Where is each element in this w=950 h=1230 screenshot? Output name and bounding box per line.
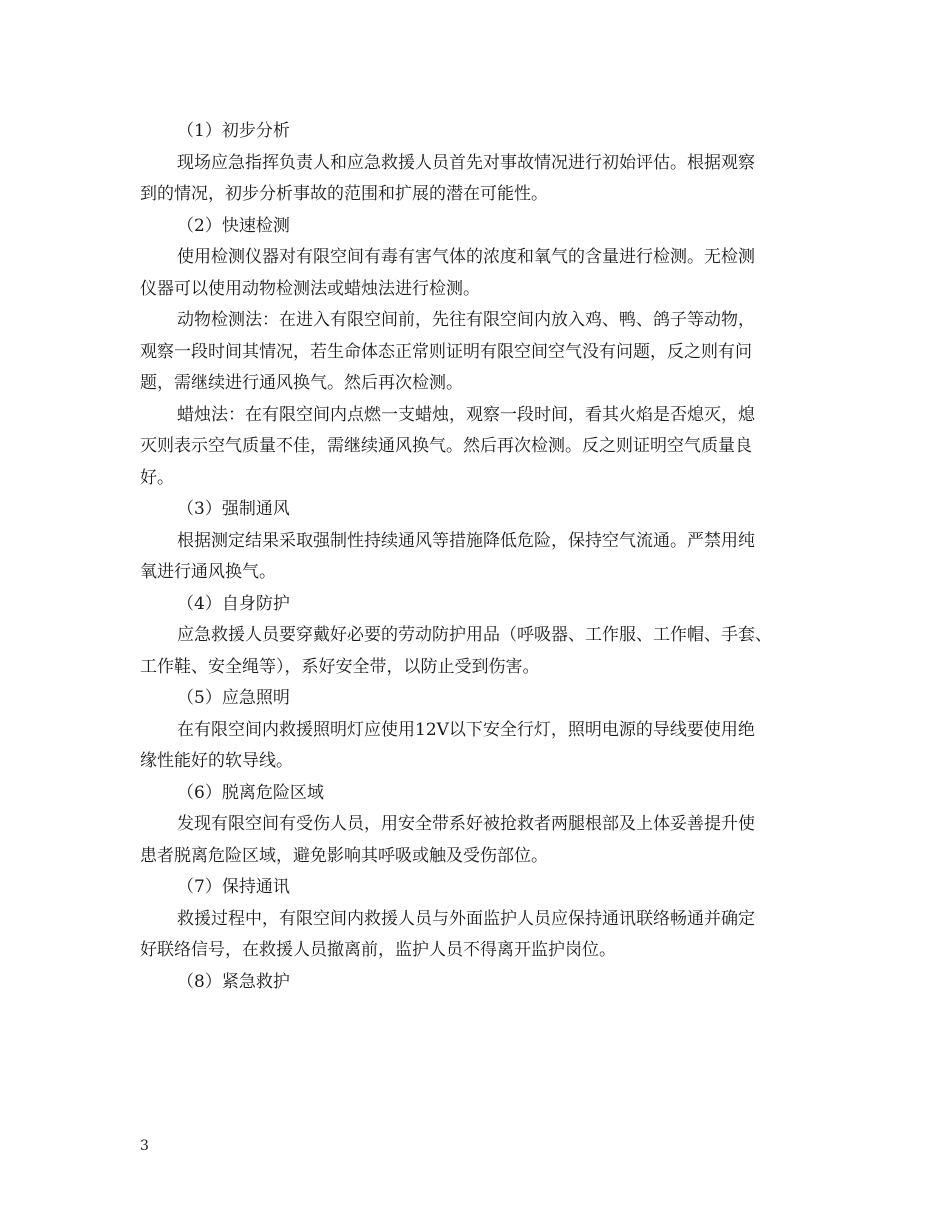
paragraph-line: 灭则表示空气质量不佳，需继续通风换气。然后再次检测。反之则证明空气质量良 bbox=[140, 436, 752, 456]
section-heading: （1）初步分析 bbox=[177, 121, 290, 141]
section-heading: （4）自身防护 bbox=[177, 593, 290, 614]
section-heading: （7）保持通讯 bbox=[177, 877, 290, 897]
paragraph-line: 题，需继续进行通风换气。然后再次检测。 bbox=[140, 373, 463, 393]
section-heading: （6）脱离危险区域 bbox=[177, 782, 324, 803]
paragraph-line: 发现有限空间有受伤人员，用安全带系好被抢救者两腿根部及上体妥善提升使 bbox=[177, 814, 755, 834]
paragraph-line: 到的情况，初步分析事故的范围和扩展的潜在可能性。 bbox=[140, 184, 548, 204]
paragraph-line: 在有限空间内救援照明灯应使用12V以下安全行灯，照明电源的导线要使用绝 bbox=[177, 719, 755, 740]
section-heading: （2）快速检测 bbox=[177, 215, 290, 236]
section-heading: （8）紧急救护 bbox=[177, 971, 290, 992]
paragraph-line: 氧进行通风换气。 bbox=[140, 562, 276, 582]
paragraph-line: 观察一段时间其情况，若生命体态正常则证明有限空间空气没有问题，反之则有问 bbox=[140, 341, 752, 362]
paragraph-line: 好。 bbox=[140, 467, 174, 488]
paragraph-line: 根据测定结果采取强制性持续通风等措施降低危险，保持空气流通。严禁用纯 bbox=[177, 530, 755, 551]
section-heading: （3）强制通风 bbox=[177, 499, 290, 519]
document-body bbox=[140, 116, 820, 998]
paragraph-line: 应急救援人员要穿戴好必要的劳动防护用品（呼吸器、工作服、工作帽、手套、 bbox=[177, 625, 772, 645]
paragraph-line: 救援过程中，有限空间内救援人员与外面监护人员应保持通讯联络畅通并确定 bbox=[177, 908, 755, 929]
paragraph-line: 患者脱离危险区域，避免影响其呼吸或触及受伤部位。 bbox=[140, 845, 548, 866]
paragraph-line: 好联络信号，在救援人员撤离前，监护人员不得离开监护岗位。 bbox=[140, 940, 616, 960]
paragraph-line: 动物检测法：在进入有限空间前，先往有限空间内放入鸡、鸭、鸽子等动物， bbox=[177, 310, 755, 330]
paragraph-line: 仪器可以使用动物检测法或蜡烛法进行检测。 bbox=[140, 278, 480, 299]
paragraph-line: 缘性能好的软导线。 bbox=[140, 751, 293, 771]
paragraph-line: 现场应急指挥负责人和应急救援人员首先对事故情况进行初始评估。根据观察 bbox=[177, 152, 755, 173]
section-heading: （5）应急照明 bbox=[177, 688, 290, 708]
paragraph-line: 工作鞋、安全绳等），系好安全带，以防止受到伤害。 bbox=[140, 656, 540, 677]
page-number: 3 bbox=[140, 1138, 149, 1154]
paragraph-line: 使用检测仪器对有限空间有毒有害气体的浓度和氧气的含量进行检测。无检测 bbox=[177, 247, 755, 267]
paragraph-line: 蜡烛法：在有限空间内点燃一支蜡烛，观察一段时间，看其火焰是否熄灭，熄 bbox=[177, 404, 755, 425]
